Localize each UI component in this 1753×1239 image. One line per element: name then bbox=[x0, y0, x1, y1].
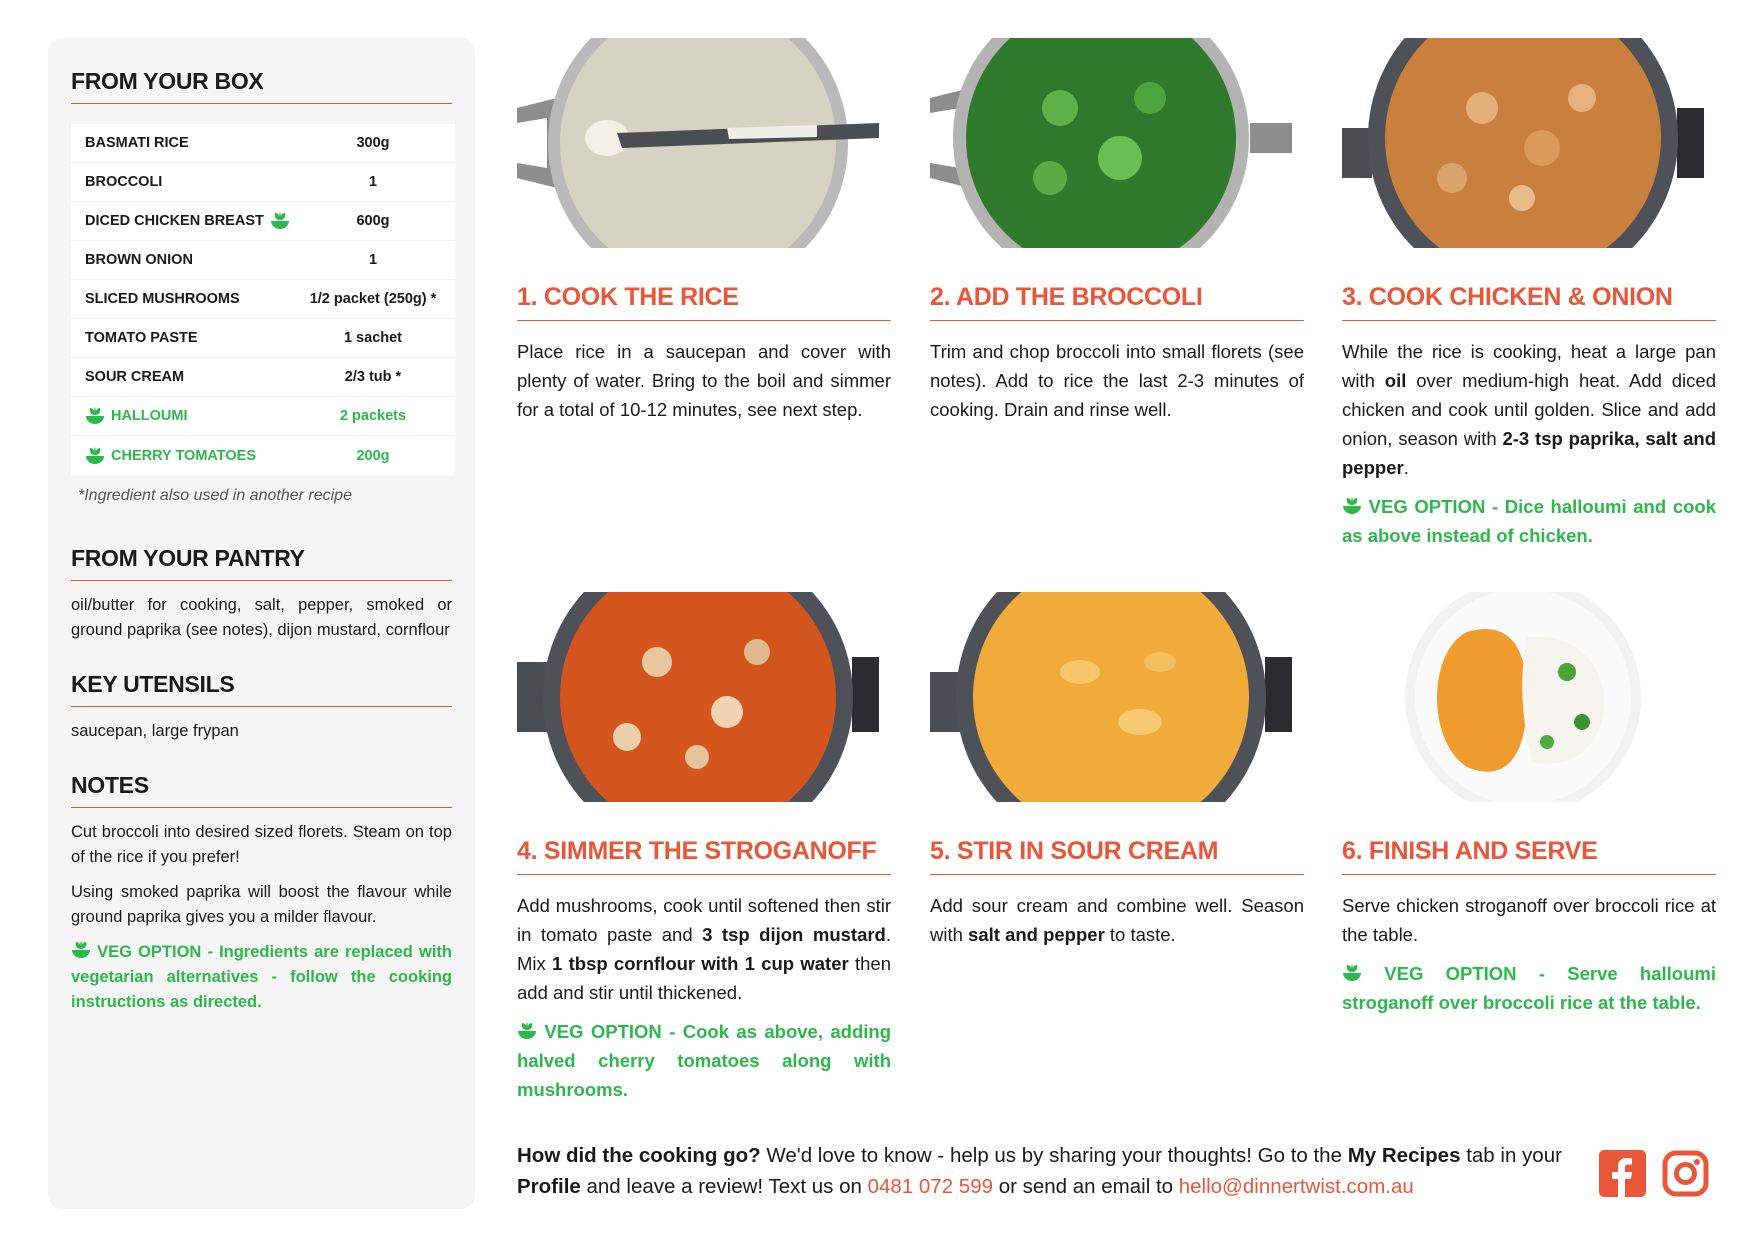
from-your-box-heading: FROM YOUR BOX bbox=[71, 68, 452, 104]
ingredient-name: DICED CHICKEN BREAST bbox=[85, 213, 264, 229]
key-utensils-heading: KEY UTENSILS bbox=[71, 671, 452, 707]
ingredient-qty: 1/2 packet (250g) * bbox=[309, 291, 437, 307]
notes-text: Cut broccoli into desired sized florets. Steam on top of the rice if you prefer! bbox=[71, 823, 452, 866]
ingredient-name: CHERRY TOMATOES bbox=[111, 447, 257, 464]
step-2-title: 2. ADD THE BROCCOLI bbox=[930, 283, 1304, 321]
notes-text: Using smoked paprika will boost the flavour while ground paprika gives you a milder flavour. bbox=[71, 883, 452, 926]
ingredient-name: TOMATO PASTE bbox=[85, 330, 198, 346]
ingredient-footnote: *Ingredient also used in another recipe bbox=[78, 487, 352, 504]
step-6-text: Serve chicken stroganoff over broccoli rice at the table. bbox=[1342, 895, 1716, 945]
leaf-bowl-icon bbox=[85, 406, 105, 426]
ingredient-qty: 1 bbox=[368, 174, 378, 190]
step-4-text: Add mushrooms, cook until softened then stir in tomato paste and 3 tsp dijon mustard. Mix 1 tbsp cornflour with 1 cup water then add and stir until thickened. bbox=[517, 895, 891, 1003]
step-6 bbox=[1342, 592, 1716, 1017]
step-4-photo-stroganoff-pan bbox=[517, 592, 879, 802]
leaf-bowl-icon bbox=[71, 940, 91, 960]
step-1-title: 1. COOK THE RICE bbox=[517, 283, 891, 321]
facebook-icon[interactable] bbox=[1599, 1150, 1646, 1197]
review-prompt: How did the cooking go? We'd love to know - help us by sharing your thoughts! Go to the My Recipes tab in your Profile and leave a review! Text us on 0481 072 599 or send an email to hello@dinnertwist.com.au bbox=[517, 1144, 1562, 1198]
step-5-photo-sour-cream-pan bbox=[930, 592, 1292, 802]
from-your-pantry-heading: FROM YOUR PANTRY bbox=[71, 545, 452, 581]
step-6-veg-option: VEG OPTION - Serve halloumi stroganoff over broccoli rice at the table. bbox=[1342, 963, 1716, 1013]
ingredient-row-veg bbox=[71, 397, 455, 436]
ingredient-row bbox=[71, 124, 455, 163]
ingredient-qty: 2 packets bbox=[339, 408, 407, 424]
ingredient-name: SOUR CREAM bbox=[85, 369, 185, 385]
step-3-text: While the rice is cooking, heat a large pan with oil over medium-high heat. Add diced chicken and cook until golden. Slice and add onion, season with 2-3 tsp paprika, salt and pepper. bbox=[1342, 341, 1716, 478]
step-3-title: 3. COOK CHICKEN & ONION bbox=[1342, 283, 1716, 321]
step-1 bbox=[517, 38, 891, 424]
ingredient-row bbox=[71, 358, 455, 397]
pantry-text: oil/butter for cooking, salt, pepper, smoked or ground paprika (see notes), dijon mustard, cornflour bbox=[71, 596, 452, 639]
step-5-title: 5. STIR IN SOUR CREAM bbox=[930, 837, 1304, 875]
leaf-bowl-icon bbox=[517, 1021, 537, 1041]
ingredient-qty: 1 bbox=[368, 252, 378, 268]
leaf-bowl-icon bbox=[85, 446, 105, 466]
utensils-text: saucepan, large frypan bbox=[71, 722, 239, 740]
step-3 bbox=[1342, 38, 1716, 550]
step-3-photo-chicken-pan bbox=[1342, 38, 1704, 248]
ingredient-name: BROWN ONION bbox=[85, 252, 193, 268]
sidebar-panel bbox=[48, 38, 475, 1209]
phone-link[interactable]: 0481 072 599 bbox=[867, 1175, 993, 1198]
ingredient-qty: 300g bbox=[356, 135, 390, 151]
ingredient-qty: 2/3 tub * bbox=[344, 369, 402, 385]
step-4-veg-option: VEG OPTION - Cook as above, adding halved cherry tomatoes along with mushrooms. bbox=[517, 1021, 892, 1100]
ingredients-table bbox=[71, 124, 455, 475]
step-4 bbox=[517, 592, 891, 1104]
instagram-icon[interactable] bbox=[1662, 1150, 1709, 1197]
ingredient-qty: 600g bbox=[356, 213, 390, 229]
leaf-bowl-icon bbox=[270, 211, 290, 231]
ingredient-name: BASMATI RICE bbox=[85, 135, 189, 151]
leaf-bowl-icon bbox=[1342, 963, 1362, 983]
ingredient-name: HALLOUMI bbox=[111, 408, 188, 424]
ingredient-qty: 200g bbox=[356, 447, 390, 464]
step-2-photo-broccoli-pot bbox=[930, 38, 1292, 248]
ingredient-row bbox=[71, 319, 455, 358]
ingredient-row bbox=[71, 202, 455, 241]
ingredient-row-veg bbox=[71, 436, 455, 475]
step-5-text: Add sour cream and combine well. Season with salt and pepper to taste. bbox=[930, 895, 1304, 945]
step-6-title: 6. FINISH AND SERVE bbox=[1342, 837, 1716, 875]
notes-veg-option: VEG OPTION - Ingredients are replaced with vegetarian alternatives - follow the cooking instructions as directed. bbox=[71, 940, 452, 1015]
ingredient-qty: 1 sachet bbox=[343, 330, 403, 346]
ingredient-row bbox=[71, 280, 455, 319]
ingredient-name: SLICED MUSHROOMS bbox=[85, 291, 240, 307]
step-1-photo-rice-pot bbox=[517, 38, 879, 248]
notes-heading: NOTES bbox=[71, 772, 452, 808]
step-5 bbox=[930, 592, 1304, 949]
step-3-veg-option: VEG OPTION - Dice halloumi and cook as above instead of chicken. bbox=[1342, 496, 1716, 546]
step-2-text: Trim and chop broccoli into small florets (see notes). Add to rice the last 2-3 minutes of cooking. Drain and rinse well. bbox=[930, 341, 1304, 420]
leaf-bowl-icon bbox=[1342, 496, 1362, 516]
step-6-photo-served-plate bbox=[1342, 592, 1704, 802]
ingredient-row bbox=[71, 163, 455, 202]
step-2 bbox=[930, 38, 1304, 424]
ingredient-name: BROCCOLI bbox=[85, 174, 163, 190]
step-4-title: 4. SIMMER THE STROGANOFF bbox=[517, 837, 891, 875]
email-link[interactable]: hello@dinnertwist.com.au bbox=[1178, 1175, 1414, 1198]
ingredient-row bbox=[71, 241, 455, 280]
step-1-text: Place rice in a saucepan and cover with plenty of water. Bring to the boil and simmer for a total of 10-12 minutes, see next step. bbox=[517, 341, 891, 420]
